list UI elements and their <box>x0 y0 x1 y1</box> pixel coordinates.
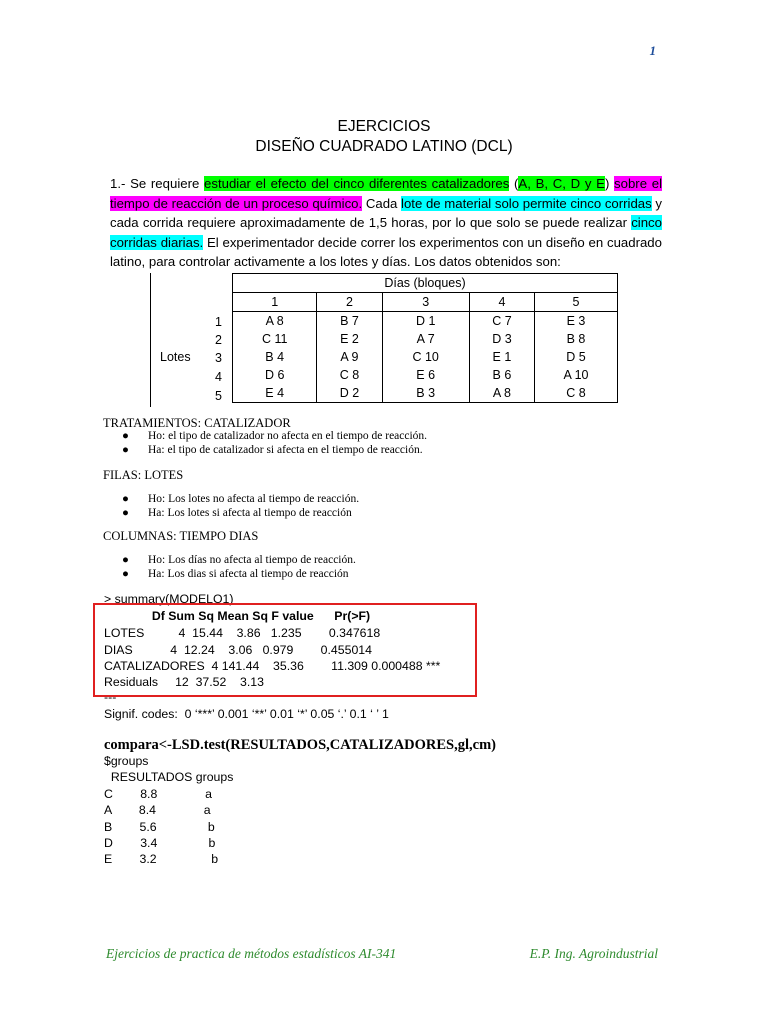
table-cell: E 3 <box>535 312 618 331</box>
group-row: E 3.2 b <box>104 852 219 866</box>
list-item <box>122 444 423 456</box>
anova-separator: --- <box>104 690 117 704</box>
table-cell: D 5 <box>535 348 618 366</box>
hypothesis-ho: Ho: el tipo de catalizador no afecta en el tiempo de reacción. <box>148 430 428 442</box>
table-cell: C 8 <box>535 384 618 403</box>
treatments-heading: TRATAMIENTOS: CATALIZADOR <box>103 416 291 430</box>
highlight-cyan: lote de material solo permite cinco corridas <box>401 195 652 211</box>
lotes-label: Lotes <box>160 350 191 364</box>
anova-row-catalizadores: CATALIZADORES 4 141.44 35.36 11.309 0.000488 *** <box>104 659 441 673</box>
problem-text: ( <box>509 176 519 191</box>
day-header: 4 <box>469 293 534 312</box>
day-header: 3 <box>382 293 469 312</box>
anova-row-lotes: LOTES 4 15.44 3.86 1.235 0.347618 <box>104 626 381 640</box>
table-row <box>233 366 618 384</box>
anova-header: Df Sum Sq Mean Sq F value Pr(>F) <box>104 609 371 623</box>
bullet-icon: ● <box>122 444 129 456</box>
lsd-command: compara<-LSD.test(RESULTADOS,CATALIZADORES,gl,cm) <box>104 737 496 753</box>
bullet-icon: ● <box>122 568 129 580</box>
table-left-rule <box>150 273 151 407</box>
day-header: 2 <box>317 293 382 312</box>
page-number: 1 <box>649 43 656 58</box>
problem-text: Cada <box>362 195 402 211</box>
table-cell: D 1 <box>382 312 469 331</box>
group-row: C 8.8 a <box>104 787 212 801</box>
table-header: Días (bloques) <box>233 274 618 293</box>
title-dcl: DISEÑO CUADRADO LATINO (DCL) <box>255 138 513 155</box>
table-cell: E 6 <box>382 366 469 384</box>
problem-statement <box>110 174 662 272</box>
table-header-row <box>233 274 618 293</box>
lot-number: 1 <box>215 315 222 329</box>
table-cell: B 4 <box>233 348 317 366</box>
problem-text: El experimentador decide correr los experimentos con un diseño en cuadrado latino, para controlar activamente a los lotes y días. Los datos obtenidos son: <box>110 234 662 269</box>
hypothesis-ho: Ho: Los días no afecta al tiempo de reacción. <box>148 554 356 566</box>
group-row: D 3.4 b <box>104 836 216 850</box>
table-cell: B 8 <box>535 330 618 348</box>
list-item <box>122 430 427 442</box>
lot-number: 3 <box>215 351 222 365</box>
table-cell: C 7 <box>469 312 534 331</box>
table-cell: B 6 <box>469 366 534 384</box>
rows-heading: FILAS: LOTES <box>103 468 184 482</box>
highlight-green: A, B, C, D y E <box>518 176 605 191</box>
list-item <box>122 507 352 519</box>
columns-heading: COLUMNAS: TIEMPO DIAS <box>103 529 259 543</box>
group-row: B 5.6 b <box>104 820 215 834</box>
table-cell: D 3 <box>469 330 534 348</box>
table-cell: E 1 <box>469 348 534 366</box>
list-item <box>122 568 349 580</box>
latin-square-table <box>232 273 618 403</box>
table-cell: A 8 <box>233 312 317 331</box>
table-cell: B 7 <box>317 312 382 331</box>
lot-number: 2 <box>215 333 222 347</box>
lot-number: 5 <box>215 389 222 403</box>
table-cell: E 4 <box>233 384 317 403</box>
table-cell: A 9 <box>317 348 382 366</box>
footer-course: Ejercicios de practica de métodos estadísticos AI-341 <box>106 946 397 961</box>
problem-text: y cada corrida requiere aproximadamente de 1,5 horas, por lo que solo se puede realizar <box>110 195 662 230</box>
table-cell: A 7 <box>382 330 469 348</box>
table-row <box>233 312 618 331</box>
highlight-green: estudiar el efecto del cinco diferentes catalizadores <box>204 176 510 191</box>
groups-label: $groups <box>104 754 149 768</box>
table-cell: E 2 <box>317 330 382 348</box>
table-cell: C 11 <box>233 330 317 348</box>
highlight-magenta: sobre el tiempo de reacción de un proceso químico. <box>110 176 662 211</box>
lot-number: 4 <box>215 370 222 384</box>
summary-command: > summary(MODELO1) <box>104 592 234 606</box>
problem-text: ) <box>604 176 615 191</box>
hypothesis-ha: Ha: el tipo de catalizador si afecta en el tiempo de reacción. <box>148 444 423 456</box>
bullet-icon: ● <box>122 507 129 519</box>
anova-row-residuals: Residuals 12 37.52 3.13 <box>104 675 264 689</box>
hypothesis-ho: Ho: Los lotes no afecta al tiempo de reacción. <box>148 493 360 505</box>
table-cell: D 2 <box>317 384 382 403</box>
table-row <box>233 330 618 348</box>
group-row: A 8.4 a <box>104 803 211 817</box>
list-item <box>122 554 356 566</box>
table-row <box>233 348 618 366</box>
problem-text: 1.- Se requiere <box>110 176 205 191</box>
table-cell: D 6 <box>233 366 317 384</box>
anova-row-dias: DIAS 4 12.24 3.06 0.979 0.455014 <box>104 643 372 657</box>
table-row <box>233 384 618 403</box>
bullet-icon: ● <box>122 493 129 505</box>
highlight-cyan: cinco corridas diarias. <box>110 215 662 250</box>
table-cell: B 3 <box>382 384 469 403</box>
days-row <box>233 293 618 312</box>
footer-school: E.P. Ing. Agroindustrial <box>529 946 658 961</box>
table-cell: C 8 <box>317 366 382 384</box>
list-item <box>122 493 359 505</box>
table-cell: C 10 <box>382 348 469 366</box>
table-cell: A 8 <box>469 384 534 403</box>
hypothesis-ha: Ha: Los dias si afecta al tiempo de reacción <box>148 568 349 580</box>
day-header: 5 <box>535 293 618 312</box>
signif-codes: Signif. codes: 0 ‘***’ 0.001 ‘**’ 0.01 ‘*’ 0.05 ‘.’ 0.1 ‘ ’ 1 <box>104 707 389 721</box>
bullet-icon: ● <box>122 430 129 442</box>
groups-header: RESULTADOS groups <box>104 770 234 784</box>
title-ejercicios: EJERCICIOS <box>337 118 431 135</box>
day-header: 1 <box>233 293 317 312</box>
hypothesis-ha: Ha: Los lotes si afecta al tiempo de reacción <box>148 507 352 519</box>
bullet-icon: ● <box>122 554 129 566</box>
table-cell: A 10 <box>535 366 618 384</box>
